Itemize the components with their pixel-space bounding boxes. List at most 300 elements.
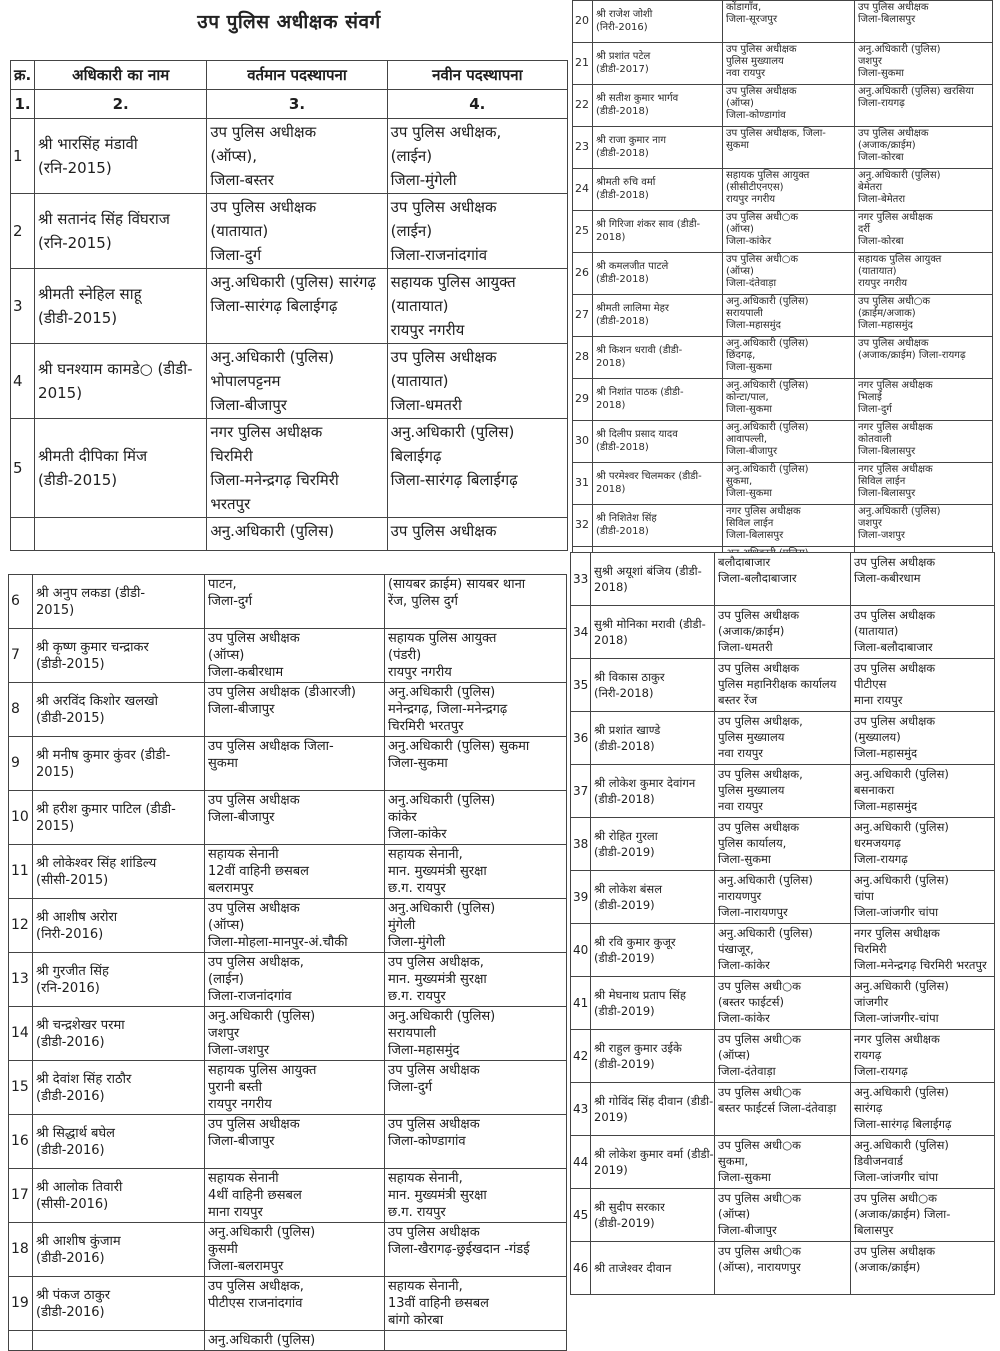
new-posting-line: (पंडरी): [388, 648, 422, 663]
new-posting-line: चिरमिरी: [854, 942, 887, 956]
current-posting-line: जिला-बीजापुर: [208, 702, 275, 717]
officer-name-line: (डीडी-2018): [596, 273, 649, 285]
officer-name-cell: [33, 953, 205, 1007]
current-posting-line: नारायणपुर: [718, 889, 762, 903]
current-posting-line: कुसमी: [208, 1242, 238, 1257]
new-posting-line: भिलाई: [858, 392, 882, 404]
officer-name-line: श्रीमती स्नेहिल साहू: [38, 285, 142, 303]
officer-name-line: श्री अनुप लकडा (डीडी-: [36, 585, 146, 601]
officer-name-cell: [591, 606, 715, 659]
new-posting-cell: [387, 518, 567, 551]
serial-number: 16: [9, 1115, 33, 1169]
current-posting-line: जिला-मनेन्द्रगढ़ चिरमिरी: [210, 471, 339, 489]
current-posting-cell: [205, 1007, 385, 1061]
current-posting-line: सरायपाली: [726, 308, 763, 320]
new-posting-line: जिला-रायगढ़: [858, 98, 905, 110]
officer-name-cell: [33, 1007, 205, 1061]
current-posting-line: सहायक सेनानी: [208, 1171, 279, 1186]
new-posting-cell: [385, 1115, 567, 1169]
new-posting-cell: [385, 629, 567, 683]
header-officer-name: अधिकारी का नाम: [35, 61, 207, 90]
current-posting-line: पुलिस मुख्यालय: [726, 56, 784, 68]
officer-name-line: श्री रवि कुमार कुजूर: [594, 935, 676, 949]
new-posting-line: उप पुलिस अधीक्षक: [854, 555, 936, 569]
new-posting-cell: [851, 1083, 995, 1136]
officer-name-line: श्री सतीश कुमार भार्गव: [596, 93, 679, 105]
current-posting-line: जिला-दंतेवाड़ा: [726, 278, 777, 290]
current-posting-line: सहायक सेनानी: [208, 847, 279, 862]
new-posting-line: जिला-जशपुर: [858, 530, 905, 542]
officer-name-line: (डीडी-2019): [594, 951, 655, 965]
current-posting-cell: [715, 818, 851, 871]
current-posting-line: जिला-बलौदाबाजार: [718, 571, 797, 585]
current-posting-cell: [207, 344, 387, 419]
new-posting-cell: [385, 1061, 567, 1115]
current-posting-line: पुलिस महानिरीक्षक कार्यालय: [718, 677, 837, 691]
table-row: [571, 1136, 995, 1189]
officer-name-cell: [591, 1136, 715, 1189]
officer-name-line: श्री आशीष अरोरा: [36, 909, 118, 925]
new-posting-line: चांपा: [854, 889, 874, 903]
new-posting-line: जिला-दुर्ग: [388, 1080, 433, 1095]
new-posting-line: उप पुलिस अधी○क: [858, 296, 931, 307]
current-posting-line: (ऑप्स): [718, 1048, 751, 1062]
current-posting-line: उप पुलिस अधीक्षक: [208, 793, 300, 808]
officer-name-line: (डीडी-2016): [36, 1142, 105, 1158]
serial-number: 32: [573, 505, 593, 547]
current-posting-cell: [715, 1189, 851, 1242]
new-posting-line: मान. मुख्यमंत्री सुरक्षा: [388, 1188, 487, 1203]
current-posting-line: (ऑप्स): [726, 266, 754, 278]
table-row: [571, 924, 995, 977]
officer-name-line: (निरी-2016): [36, 926, 104, 942]
new-posting-line: अनु.अधिकारी (पुलिस): [388, 685, 496, 700]
current-posting-line: जिला-बिलासपुर: [726, 530, 784, 542]
new-posting-line: छ.ग. रायपुर: [388, 1205, 446, 1220]
new-posting-cell: [385, 737, 567, 791]
current-posting-cell: [715, 977, 851, 1030]
new-posting-line: अनु.अधिकारी (पुलिस): [854, 1085, 949, 1099]
posting-table-a: [10, 60, 568, 551]
current-posting-cell: [723, 1, 855, 43]
table-row: [9, 1169, 567, 1223]
table-row: [9, 953, 567, 1007]
current-posting-line: जिला-बीजापुर: [208, 1134, 275, 1149]
current-posting-line: जिला-दुर्ग: [210, 246, 262, 264]
current-posting-line: उप पुलिस अधीक्षक,: [208, 955, 304, 970]
new-posting-line: मनेन्द्रगढ़, जिला-मनेन्द्रगढ़: [388, 702, 508, 717]
new-posting-line: मान. मुख्यमंत्री सुरक्षा: [388, 972, 487, 987]
new-posting-line: (यातायात): [854, 624, 899, 638]
current-posting-line: उप पुलिस अधीक्षक: [718, 661, 800, 675]
current-posting-cell: [207, 119, 387, 194]
current-posting-line: जिला-बीजापुर: [718, 1223, 777, 1237]
new-posting-line: जिला-दुर्ग: [858, 404, 892, 416]
table-row: [9, 629, 567, 683]
new-posting-line: अनु.अधिकारी (पुलिस): [388, 793, 496, 808]
new-posting-line: रेंज, पुलिस दुर्ग: [388, 594, 458, 609]
new-posting-cell: [385, 683, 567, 737]
serial-number: 28: [573, 337, 593, 379]
current-posting-line: जिला-सारंगढ़ बिलाईगढ़: [210, 297, 338, 315]
new-posting-line: सहायक सेनानी,: [388, 847, 463, 862]
officer-name-line: श्री ताजेश्वर दीवान: [594, 1261, 672, 1275]
current-posting-cell: [715, 871, 851, 924]
table-row: [9, 1115, 567, 1169]
current-posting-line: उप पुलिस अधी○क: [726, 212, 799, 223]
new-posting-line: दर्री: [858, 224, 870, 236]
table-row: [573, 295, 993, 337]
new-posting-line: जशपुर: [858, 518, 882, 530]
current-posting-line: जिला-धमतरी: [718, 640, 773, 654]
officer-name-line: (डीडी-2018): [596, 441, 649, 453]
current-posting-line: उप पुलिस अधीक्षक जिला-: [208, 739, 334, 754]
current-posting-cell: [715, 1242, 851, 1295]
current-posting-cell: [715, 924, 851, 977]
current-posting-line: उप पुलिस अधीक्षक: [718, 820, 800, 834]
officer-name-line: श्री हरीश कुमार पाटिल (डीडी-: [36, 801, 176, 817]
current-posting-cell: [207, 194, 387, 269]
table-row: [9, 683, 567, 737]
current-posting-cell: [205, 1061, 385, 1115]
current-posting-line: जिला-मोहला-मानपुर-अं.चौकी: [208, 935, 348, 950]
column-number-row: [11, 90, 568, 119]
current-posting-line: उप पुलिस अधी○क: [718, 1138, 801, 1152]
serial-number: 41: [571, 977, 591, 1030]
new-posting-line: जिला-खैरागढ़-छुईखदान -गंडई: [388, 1242, 530, 1257]
new-posting-line: (यातायात): [390, 297, 449, 315]
current-posting-line: उप पुलिस अधीक्षक: [208, 1117, 300, 1132]
new-posting-line: मुंगेली: [388, 918, 416, 933]
serial-number: 6: [9, 575, 33, 629]
officer-name-line: श्री चन्द्रशेखर परमा: [36, 1017, 125, 1033]
new-posting-cell: [851, 606, 995, 659]
officer-name-cell: [33, 1277, 205, 1331]
new-posting-cell: [851, 1189, 995, 1242]
current-posting-cell: [205, 683, 385, 737]
current-posting-line: सुकमा,: [726, 476, 753, 488]
officer-name-cell: [593, 211, 723, 253]
officer-name-line: (डीडी-2019): [594, 845, 655, 859]
officer-name-line: श्री लोकेश कुमार वर्मा (डीडी-: [594, 1147, 714, 1161]
officer-name-line: श्री अरविंद किशोर खलखो: [36, 693, 159, 709]
serial-number: 7: [9, 629, 33, 683]
new-posting-line: अनु.अधिकारी (पुलिस): [390, 423, 515, 441]
officer-name-line: (डीडी-2015): [36, 656, 105, 672]
current-posting-cell: [723, 421, 855, 463]
new-posting-line: उप पुलिस अधीक्षक: [854, 714, 936, 728]
officer-name-cell: [33, 1169, 205, 1223]
officer-name-line: (डीडी-2017): [596, 63, 649, 75]
new-posting-line: सहायक सेनानी,: [388, 1171, 463, 1186]
officer-name-cell: [591, 1242, 715, 1295]
current-posting-line: 4थीं वाहिनी छसबल: [208, 1188, 302, 1203]
officer-name-line: 2019): [594, 1163, 628, 1177]
new-posting-cell: [855, 1, 993, 43]
serial-number: 11: [9, 845, 33, 899]
officer-name-cell: [33, 737, 205, 791]
officer-name-line: श्री मनीष कुमार कुंवर (डीडी-: [36, 747, 171, 763]
officer-name-line: 2015): [38, 384, 83, 402]
table-row: [571, 712, 995, 765]
current-posting-cell: [205, 791, 385, 845]
serial-number: 35: [571, 659, 591, 712]
current-posting-line: (सीसीटीएनएस): [726, 182, 784, 194]
new-posting-line: अनु.अधिकारी (पुलिस): [854, 979, 949, 993]
current-posting-cell: [723, 43, 855, 85]
table-row: [573, 43, 993, 85]
table-row: [11, 344, 568, 419]
officer-name-line: श्री गिरिजा शंकर साव (डीडी-: [596, 219, 701, 231]
new-posting-line: अनु.अधिकारी (पुलिस): [854, 820, 949, 834]
new-posting-cell: [385, 1277, 567, 1331]
officer-name-cell: [35, 194, 207, 269]
current-posting-line: बस्तर रेंज: [718, 693, 758, 707]
new-posting-line: उप पुलिस अधीक्षक: [388, 1225, 480, 1240]
new-posting-line: उप पुलिस अधीक्षक: [854, 608, 936, 622]
current-posting-line: रायपुर नगरीय: [208, 1097, 272, 1112]
continued-cell: [385, 1331, 567, 1351]
new-posting-line: जिला-बेमेतरा: [858, 194, 906, 206]
new-posting-line: उप पुलिस अधीक्षक: [390, 522, 497, 540]
table-row: [573, 211, 993, 253]
officer-name-line: (डीडी-2016): [36, 1250, 105, 1266]
new-posting-line: सारंगढ़: [854, 1101, 883, 1115]
current-posting-line: अनु.अधिकारी (पुलिस): [726, 464, 809, 475]
officer-name-line: श्री देवांश सिंह राठौर: [36, 1071, 132, 1087]
officer-name-line: 2015): [36, 764, 75, 780]
officer-name-line: श्री मेघनाथ प्रताप सिंह: [594, 988, 686, 1002]
current-posting-line: पीटीएस राजनांदगांव: [208, 1296, 303, 1311]
current-posting-line: जिला-सुकमा: [726, 488, 772, 500]
table-row: [573, 253, 993, 295]
current-posting-cell: [205, 899, 385, 953]
current-posting-line: पुलिस कार्यालय,: [718, 836, 787, 850]
continued-cell: [9, 1331, 33, 1351]
officer-name-line: सुश्री अयूशां बंजिय (डीडी-: [594, 564, 702, 578]
new-posting-line: (लाईन): [390, 222, 433, 240]
officer-name-cell: [33, 1115, 205, 1169]
new-posting-line: (यातायात): [390, 372, 449, 390]
new-posting-line: जिला-कांकेर: [388, 827, 447, 842]
new-posting-line: सिविल लाईन: [858, 476, 906, 488]
officer-name-line: श्री कमलजीत पाटले: [596, 261, 669, 273]
officer-name-line: श्री विकास ठाकुर: [594, 670, 665, 684]
new-posting-line: जिला-महासमुंद: [854, 799, 918, 813]
new-posting-line: जिला-सुकमा: [858, 68, 904, 80]
current-posting-line: अनु.अधिकारी (पुलिस): [208, 1009, 316, 1024]
current-posting-line: उप पुलिस अधीक्षक: [726, 44, 797, 55]
serial-number: 17: [9, 1169, 33, 1223]
current-posting-cell: [723, 169, 855, 211]
officer-name-line: श्री सतानंद सिंह विंघराज: [38, 210, 170, 228]
current-posting-line: अनु.अधिकारी (पुलिस): [208, 1225, 316, 1240]
current-posting-line: (लाईन): [208, 972, 244, 987]
serial-number: 27: [573, 295, 593, 337]
current-posting-cell: [207, 419, 387, 518]
officer-name-cell: [591, 553, 715, 606]
posting-table-b: [572, 0, 993, 589]
serial-number: 38: [571, 818, 591, 871]
new-posting-line: उप पुलिस अधीक्षक,: [390, 123, 502, 141]
serial-number: 46: [571, 1242, 591, 1295]
officer-name-cell: [593, 169, 723, 211]
current-posting-cell: [715, 659, 851, 712]
officer-name-line: श्री गुरजीत सिंह: [36, 963, 109, 979]
table-row: [9, 575, 567, 629]
serial-number: 30: [573, 421, 593, 463]
header-current-posting: वर्तमान पदस्थापना: [207, 61, 387, 90]
new-posting-line: अनु.अधिकारी (पुलिस): [854, 1138, 949, 1152]
current-posting-line: अनु.अधिकारी (पुलिस) सारंगढ़: [210, 273, 376, 291]
header-row: [11, 61, 568, 90]
new-posting-line: उप पुलिस अधीक्षक: [390, 348, 497, 366]
table-row: [573, 85, 993, 127]
new-posting-line: जिला-कबीरधाम: [854, 571, 921, 585]
serial-number: 19: [9, 1277, 33, 1331]
current-posting-cell: [205, 953, 385, 1007]
column-number: 1.: [11, 90, 35, 119]
new-posting-line: (सायबर क्राईम) सायबर थाना: [388, 577, 526, 592]
current-posting-line: (बस्तर फाईटर्स): [718, 995, 784, 1009]
officer-name-cell: [593, 127, 723, 169]
panel-bottom-left: [8, 574, 566, 1348]
officer-name-line: 2018): [594, 580, 628, 594]
current-posting-line: चिरमिरी: [210, 447, 253, 465]
officer-name-line: (डीडी-2016): [36, 1034, 105, 1050]
table-row: [573, 421, 993, 463]
new-posting-line: छ.ग. रायपुर: [388, 989, 446, 1004]
current-posting-cell: [205, 1223, 385, 1277]
new-posting-line: उप पुलिस अधीक्षक: [858, 128, 929, 139]
officer-name-cell: [33, 899, 205, 953]
new-posting-line: जिला-बिलासपुर: [858, 488, 916, 500]
table-row: [573, 127, 993, 169]
current-posting-line: जिला-कबीरधाम: [208, 665, 284, 680]
officer-name-cell: [591, 659, 715, 712]
new-posting-cell: [385, 791, 567, 845]
current-posting-line: नवा रायपुर: [726, 68, 766, 80]
current-posting-line: उप पुलिस अधीक्षक: [210, 123, 317, 141]
current-posting-line: जिला-बस्तर: [210, 171, 274, 189]
new-posting-cell: [385, 1007, 567, 1061]
new-posting-cell: [387, 269, 567, 344]
officer-name-cell: [591, 712, 715, 765]
new-posting-cell: [387, 419, 567, 518]
current-posting-line: सुकमा: [208, 756, 238, 771]
current-posting-cell: [207, 269, 387, 344]
new-posting-line: उप पुलिस अधीक्षक: [854, 661, 936, 675]
current-posting-line: बलौदाबाजार: [718, 555, 771, 569]
officer-name-cell: [35, 419, 207, 518]
current-posting-cell: [723, 85, 855, 127]
current-posting-line: (यातायात): [210, 222, 269, 240]
serial-number: 34: [571, 606, 591, 659]
current-posting-line: सहायक पुलिस आयुक्त: [208, 1063, 317, 1078]
officer-name-cell: [33, 629, 205, 683]
officer-name-line: श्री राजेश जोशी: [596, 9, 653, 21]
serial-number: 42: [571, 1030, 591, 1083]
officer-name-line: श्री दिलीप प्रसाद यादव: [596, 429, 678, 441]
serial-number: 24: [573, 169, 593, 211]
new-posting-cell: [855, 169, 993, 211]
current-posting-line: उप पुलिस अधीक्षक,: [208, 1279, 304, 1294]
officer-name-line: (डीडी-2018): [596, 147, 649, 159]
officer-name-line: (डीडी-2016): [36, 1304, 105, 1320]
table-row: [571, 871, 995, 924]
table-row: [573, 379, 993, 421]
current-posting-line: जिला-सूरजपुर: [726, 14, 778, 26]
new-posting-line: जिला-सुकमा: [388, 756, 448, 771]
officer-name-line: श्री परमेश्वर चिलमकर (डीडी-: [596, 471, 702, 483]
new-posting-cell: [855, 85, 993, 127]
table-row: [571, 1030, 995, 1083]
current-posting-cell: [207, 518, 387, 551]
current-posting-cell: [715, 1083, 851, 1136]
officer-name-cell: [593, 505, 723, 547]
current-posting-line: उप पुलिस अधीक्षक,: [718, 767, 803, 781]
officer-name-cell: [591, 1083, 715, 1136]
current-posting-line: उप पुलिस अधीक्षक (डीआरजी): [208, 685, 356, 700]
officer-name-line: (डीडी-2018): [594, 739, 655, 753]
officer-name-cell: [593, 1, 723, 43]
table-row: [9, 1061, 567, 1115]
new-posting-line: जिला-कोण्डागांव: [388, 1134, 466, 1149]
current-posting-cell: [723, 211, 855, 253]
serial-number: 39: [571, 871, 591, 924]
officer-name-line: (रनि-2015): [38, 234, 112, 252]
new-posting-line: सहायक पुलिस आयुक्त: [390, 273, 516, 291]
serial-number: 5: [11, 419, 35, 518]
officer-name-cell: [33, 1061, 205, 1115]
officer-name-cell: [591, 1030, 715, 1083]
officer-name-line: (डीडी-2019): [594, 1004, 655, 1018]
serial-number: 45: [571, 1189, 591, 1242]
officer-name-line: श्री लोकेश बंसल: [594, 882, 662, 896]
new-posting-line: उप पुलिस अधीक्षक: [388, 1063, 480, 1078]
current-posting-cell: [205, 575, 385, 629]
new-posting-line: कांकेर: [388, 810, 417, 825]
current-posting-line: अनु.अधिकारी (पुलिस): [210, 348, 335, 366]
officer-name-cell: [35, 119, 207, 194]
officer-name-line: (डीडी-2016): [36, 1088, 105, 1104]
current-posting-line: बलरामपुर: [208, 881, 254, 896]
new-posting-cell: [855, 337, 993, 379]
officer-name-line: श्री भारसिंह मंडावी: [38, 135, 138, 153]
new-posting-cell: [851, 1242, 995, 1295]
current-posting-line: जिला-सुकमा: [718, 1170, 771, 1184]
current-posting-line: सुकमा: [726, 140, 750, 152]
serial-number: 4: [11, 344, 35, 419]
new-posting-line: अनु.अधिकारी (पुलिस): [858, 170, 941, 181]
current-posting-line: उप पुलिस अधीक्षक: [208, 631, 300, 646]
current-posting-line: पुलिस मुख्यालय: [718, 730, 785, 744]
serial-number: 10: [9, 791, 33, 845]
current-posting-line: (ऑप्स): [718, 1207, 751, 1221]
serial-number: [11, 518, 35, 551]
officer-name-line: श्री प्रशांत खाण्डे: [594, 723, 661, 737]
table-row: [571, 977, 995, 1030]
officer-name-line: श्री आलोक तिवारी: [36, 1179, 123, 1195]
new-posting-line: उप पुलिस अधीक्षक,: [388, 955, 484, 970]
serial-number: 40: [571, 924, 591, 977]
new-posting-line: जशपुर: [858, 56, 882, 68]
current-posting-line: कोंडागाँव,: [726, 2, 762, 13]
table-row: [571, 1242, 995, 1295]
officer-name-cell: [593, 463, 723, 505]
current-posting-line: अनु.अधिकारी (पुलिस): [210, 522, 335, 540]
current-posting-line: जिला-दुर्ग: [208, 594, 253, 609]
